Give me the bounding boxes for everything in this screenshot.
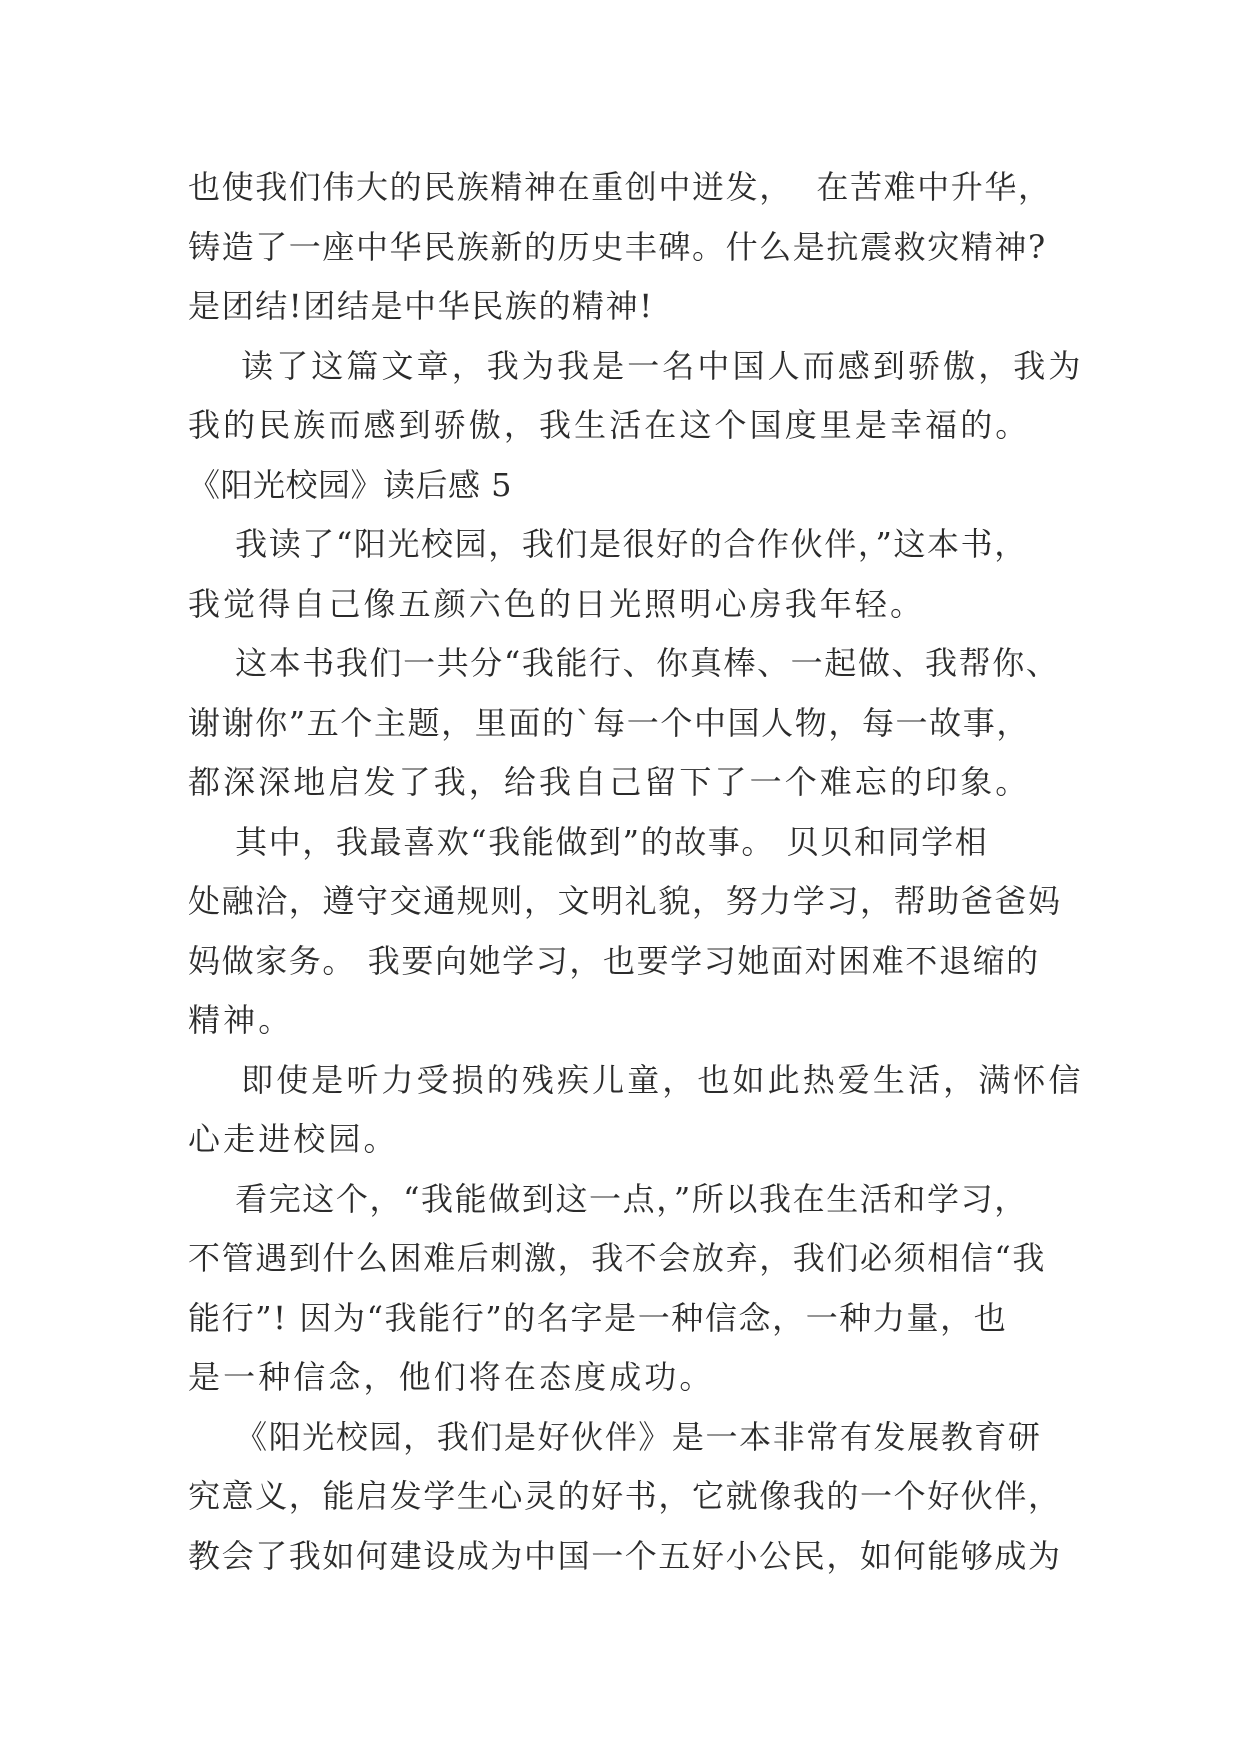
text-line: 不管遇到什么困难后刺激，我不会放弃，我们必须相信“我 [188,1239,1046,1277]
text-line: 教会了我如何建设成为中国一个五好小公民，如何能够成为 [188,1536,1062,1575]
text-line: 也使我们伟大的民族精神在重创中迸发， 在苦难中升华， [188,168,1052,206]
text-line: 这本书我们一共分“我能行、你真棒、一起做、我帮你、 [188,644,1060,682]
text-line: 是一种信念，他们将在态度成功。 [188,1358,715,1396]
text-line: 究意义，能启发学生心灵的好书，它就像我的一个好伙伴， [188,1477,1062,1515]
section-heading: 《阳光校园》读后感 5 [188,465,513,504]
text-line: 《阳光校园，我们是好伙伴》是一本非常有发展教育研 [188,1417,1042,1456]
text-line: 是团结!团结是中华民族的精神! [188,287,654,325]
text-line: 我的民族而感到骄傲，我生活在这个国度里是幸福的。 [188,406,1031,444]
text-line: 即使是听力受损的残疾儿童，也如此热爱生活，满怀信 [188,1060,1084,1099]
text-line: 铸造了一座中华民族新的历史丰碑。什么是抗震救灾精神? [188,227,1047,266]
text-line: 我读了“阳光校园，我们是很好的合作伙伴，”这本书， [188,525,1028,563]
text-line: 读了这篇文章，我为我是一名中国人而感到骄傲，我为 [188,346,1084,385]
text-line: 精神。 [188,1001,294,1039]
text-line: 看完这个，“我能做到这一点，”所以我在生活和学习， [188,1179,1028,1218]
text-line: 心走进校园。 [188,1120,399,1158]
text-line: 妈做家务。 我要向她学习，也要学习她面对困难不退缩的 [188,941,1040,980]
text-line: 其中，我最喜欢“我能做到”的故事。 贝贝和同学相 [188,822,989,861]
text-line: 我觉得自己像五颜六色的日光照明心房我年轻。 [188,584,926,623]
text-line: 处融洽，遵守交通规则，文明礼貌，努力学习，帮助爸爸妈 [188,882,1062,920]
document-page [188,158,1084,1586]
text-line: 谢谢你”五个主题，里面的`每一个中国人物，每一故事， [188,703,1030,742]
text-line: 能行”! 因为“我能行”的名字是一种信念，一种力量，也 [188,1298,1008,1337]
text-line: 都深深地启发了我，给我自己留下了一个难忘的印象。 [188,763,1031,801]
